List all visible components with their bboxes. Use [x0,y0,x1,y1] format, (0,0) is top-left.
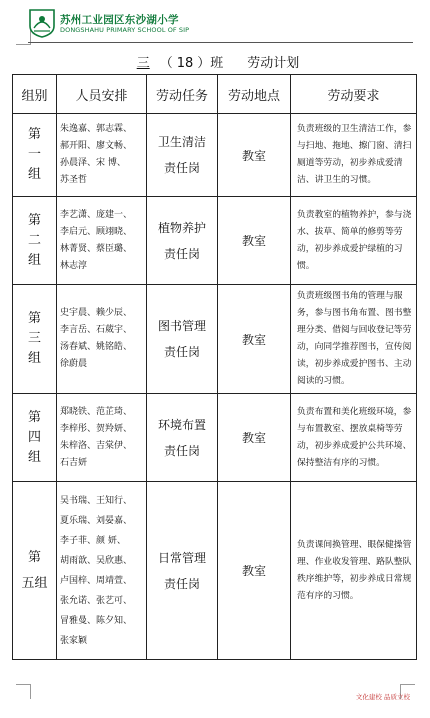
group-cell: 第 五组 [13,482,57,660]
header-place: 劳动地点 [218,75,291,114]
group-cell: 第 三 组 [13,285,57,394]
title-grade: 三 [136,56,150,71]
title-open-paren: （ [159,56,173,71]
page-title [0,52,430,71]
header-people: 人员安排 [57,75,147,114]
title-plan: 劳动计划 [247,56,300,71]
school-name-en: DONGSHAHU PRIMARY SCHOOL OF SIP [60,26,190,34]
table-row [13,197,417,285]
header-divider [28,42,413,43]
header-requirement: 劳动要求 [291,75,417,114]
requirement-cell: 负责班级的卫生清洁工作，参与扫地、拖地、擦门窗、清扫厕道等劳动，初步养成爱清洁、讲卫生的习惯。 [291,114,417,197]
task-cell: 卫生清洁 责任岗 [147,114,218,197]
table-row [13,394,417,482]
footer-motto: 文化建校 品质立校 [355,693,410,701]
people-cell: 李艺潇、庞建一、 李启元、顾翊晓、 林菁贤、蔡臣璐、 林志淳 [57,197,147,285]
header-task: 劳动任务 [147,75,218,114]
requirement-cell: 负责课间换管理、眼保健操管理、作业收发管理、路队整队秩序维护等，初步养成日常规范有序的习惯。 [291,482,417,660]
place-cell: 教室 [218,394,291,482]
place-cell: 教室 [218,197,291,285]
title-close-paren: ）班 [197,56,224,71]
people-cell: 史宇晨、赖少辰、 李言岳、石葳宇、 汤春斌、姚铭皓、 徐蔚晨 [57,285,147,394]
group-cell: 第 二 组 [13,197,57,285]
table-row [13,285,417,394]
people-cell: 朱逸嘉、郭志霖、 郝开阳、廖文畅、 孙晨泽、宋 博、 苏圣哲 [57,114,147,197]
people-cell: 吴书瑞、王知行、 夏乐瑞、刘晏嘉、 李子菲、颜 妍、 胡雨歆、吴欣惠、 卢国梓、周靖萱、 张允诺、张艺可、 冒雅曼、陈夕知、 张家颖 [57,482,147,660]
header-group: 组别 [13,75,57,114]
school-name-cn: 苏州工业园区东沙湖小学 [60,14,179,26]
requirement-cell: 负责班级图书角的管理与服务，参与图书角布置、图书整理分类、借阅与回收登记等劳动，向同学推荐图书，宣传阅读，初步养成爱护图书、主动阅读的习惯。 [291,285,417,394]
title-class-number: 18 [176,56,194,71]
place-cell: 教室 [218,482,291,660]
school-header [28,8,413,44]
task-cell: 图书管理 责任岗 [147,285,218,394]
task-cell: 日常管理 责任岗 [147,482,218,660]
place-cell: 教室 [218,285,291,394]
labor-plan-table [12,74,417,660]
table-row [13,114,417,197]
crop-mark-bottom-left [16,684,31,699]
task-cell: 植物养护 责任岗 [147,197,218,285]
group-cell: 第 一 组 [13,114,57,197]
place-cell: 教室 [218,114,291,197]
requirement-cell: 负责教室的植物养护，参与浇水、拔草、简单的修剪等劳动，初步养成爱护绿植的习惯。 [291,197,417,285]
table-header-row [13,75,417,114]
group-cell: 第 四 组 [13,394,57,482]
table-row [13,482,417,660]
requirement-cell: 负责布置和美化班级环境，参与布置教室、摆放桌椅等劳动，初步养成爱护公共环境、保持整洁有序的习惯。 [291,394,417,482]
task-cell: 环境布置 责任岗 [147,394,218,482]
people-cell: 郑晓铁、范芷琦、 李梓彤、贺羚妍、 朱梓洛、吉棠伊、 石吉妍 [57,394,147,482]
school-logo-icon [28,8,56,38]
